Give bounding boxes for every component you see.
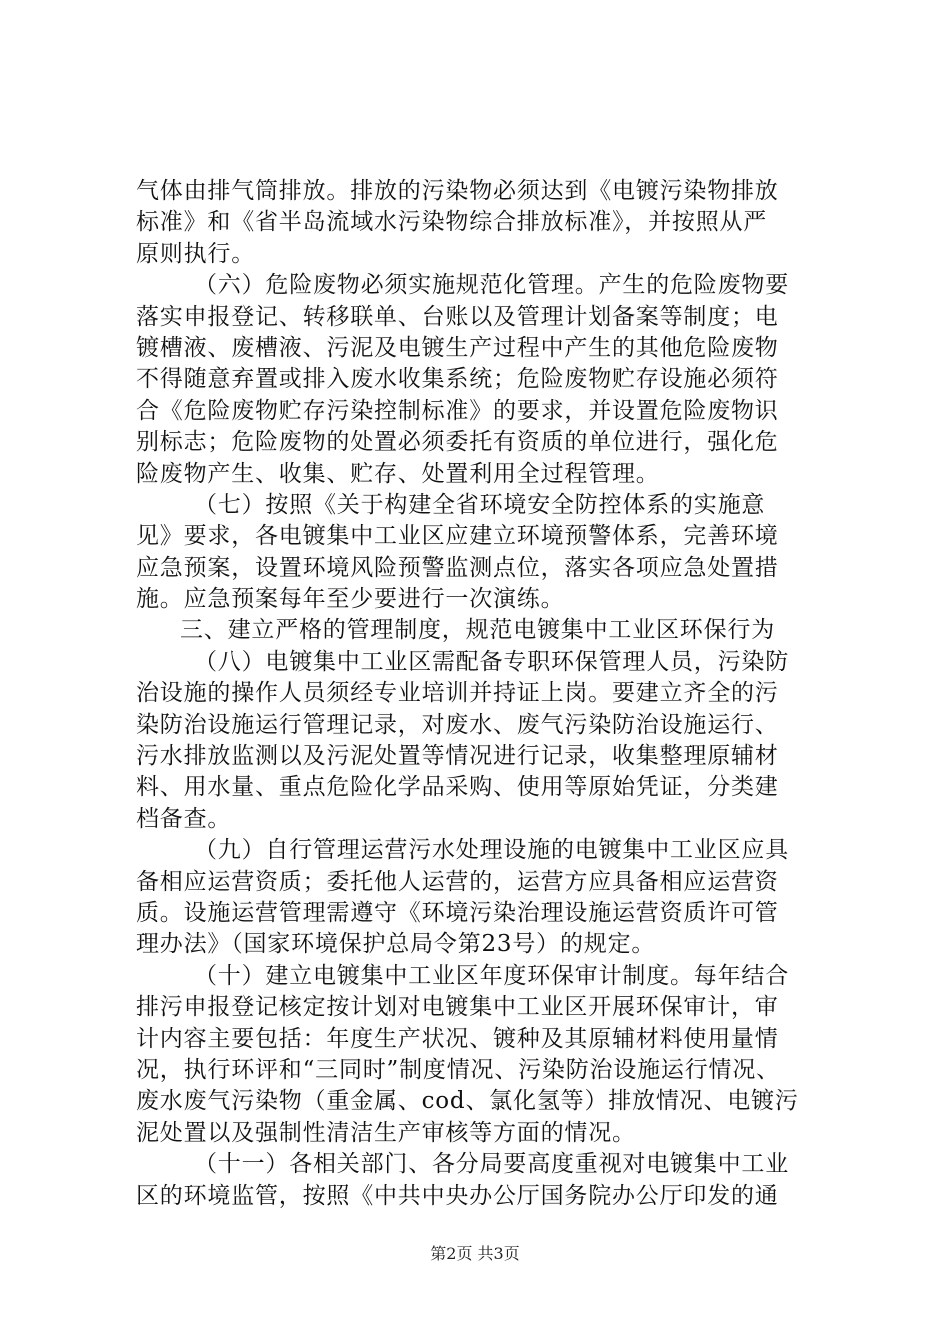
text-line: 理办法》（国家环境保护总局令第23号）的规定。 [136,931,656,958]
text-line: 备相应运营资质；委托他人运营的，运营方应具备相应运营资 [136,868,779,895]
text-line: 落实申报登记、转移联单、台账以及管理计划备案等制度；电 [136,303,779,330]
text-line: 质。设施运营管理需遵守《环境污染治理设施运营资质许可管 [136,899,779,926]
text-line: 污水排放监测以及污泥处置等情况进行记录，收集整理原辅材 [136,743,779,770]
text-line: （七）按照《关于构建全省环境安全防控体系的实施意 [194,491,766,518]
text-line: 合《危险废物贮存污染控制标准》的要求，并设置危险废物识 [136,397,779,424]
text-line: 不得随意弃置或排入废水收集系统；危险废物贮存设施必须符 [136,366,779,393]
text-line: 档备查。 [136,805,232,832]
text-line: 应急预案，设置环境风险预警监测点位，落实各项应急处置措 [136,554,779,581]
text-line: 治设施的操作人员须经专业培训并持证上岗。要建立齐全的污 [136,680,779,707]
page-number-footer: 第2页 共3页 [430,1244,520,1263]
text-line: 染防治设施运行管理记录，对废水、废气污染防治设施运行、 [136,711,779,738]
text-line: 三、建立严格的管理制度，规范电镀集中工业区环保行为 [180,617,775,644]
text-line: 镀槽液、废槽液、污泥及电镀生产过程中产生的其他危险废物 [136,334,779,361]
text-line: （八）电镀集中工业区需配备专职环保管理人员，污染防 [194,648,789,675]
text-line: 施。应急预案每年至少要进行一次演练。 [136,586,565,613]
text-line: （十）建立电镀集中工业区年度环保审计制度。每年结合 [194,962,789,989]
text-line: 排污申报登记核定按计划对电镀集中工业区开展环保审计，审 [136,994,779,1021]
text-line: 别标志；危险废物的处置必须委托有资质的单位进行，强化危 [136,429,779,456]
text-line: 原则执行。 [136,240,255,267]
text-line: 见》要求，各电镀集中工业区应建立环境预警体系，完善环境 [136,523,779,550]
text-line: 泥处置以及强制性清洁生产审核等方面的情况。 [136,1119,636,1146]
text-line: 况，执行环评和“三同时”制度情况、污染防治设施运行情况、 [136,1056,780,1083]
text-line: 计内容主要包括：年度生产状况、镀种及其原辅材料使用量情 [136,1025,779,1052]
text-line: 气体由排气筒排放。排放的污染物必须达到《电镀污染物排放 [136,178,779,204]
document-body [136,176,836,1212]
text-line: 标准》和《省半岛流域水污染物综合排放标准》，并按照从严 [136,209,768,236]
text-line: （六）危险废物必须实施规范化管理。产生的危险废物要 [194,272,789,299]
text-line: 料、用水量、重点危险化学品采购、使用等原始凭证，分类建 [136,774,779,801]
text-line: 区的环境监管，按照《中共中央办公厅国务院办公厅印发的通 [136,1182,779,1209]
text-line: 险废物产生、收集、贮存、处置利用全过程管理。 [136,460,660,487]
text-line: （十一）各相关部门、各分局要高度重视对电镀集中工业 [194,1151,789,1178]
text-line: （九）自行管理运营污水处理设施的电镀集中工业区应具 [194,837,789,864]
text-line: 废水废气污染物（重金属、cod、氯化氢等）排放情况、电镀污 [136,1088,799,1115]
